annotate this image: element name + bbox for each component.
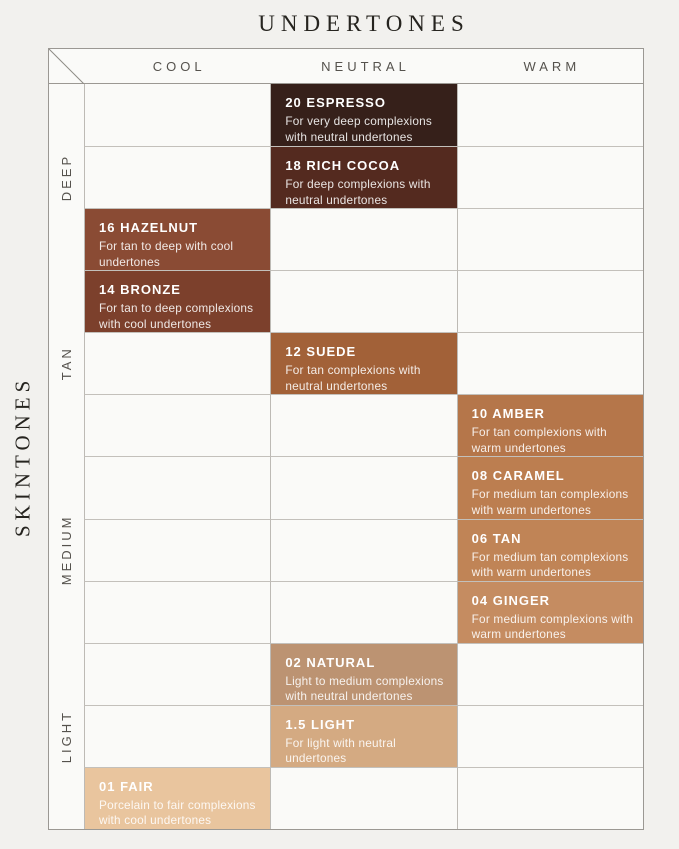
shade-name: 1.5 LIGHT xyxy=(285,716,356,732)
empty-cell xyxy=(457,767,643,829)
shade-cell-20-espresso xyxy=(270,84,456,146)
shade-cell-08-caramel xyxy=(457,456,643,518)
empty-cell xyxy=(270,270,456,332)
empty-cell xyxy=(457,705,643,767)
shade-cell-06-tan xyxy=(457,519,643,581)
empty-cell xyxy=(270,456,456,518)
shade-name: 20 ESPRESSO xyxy=(285,95,386,110)
shade-cell-02-natural xyxy=(270,643,456,705)
shade-cell-1-5-light xyxy=(270,705,456,767)
shade-description: For deep complexions with neutral undertones xyxy=(285,177,431,207)
shade-description: For tan to deep with cool undertones xyxy=(99,239,234,269)
matrix-corner-cell xyxy=(49,49,84,84)
shade-description: Light to medium complexions with neutral undertones xyxy=(285,673,444,704)
shade-name: 01 FAIR xyxy=(99,778,154,794)
empty-cell xyxy=(457,270,643,332)
empty-cell xyxy=(457,84,643,146)
shade-cell-12-suede xyxy=(270,332,456,394)
empty-cell xyxy=(457,332,643,394)
empty-cell xyxy=(84,581,270,643)
shade-cell-10-amber xyxy=(457,394,643,456)
shade-cell-14-bronze xyxy=(84,270,270,332)
corner-diagonal-line xyxy=(49,49,84,84)
shade-description: Porcelain to fair complexions with cool undertones xyxy=(99,797,256,828)
empty-cell xyxy=(270,394,456,456)
empty-cell xyxy=(457,146,643,208)
column-header-warm: WARM xyxy=(457,49,643,84)
shade-description: For medium tan complexions with warm undertones xyxy=(471,487,629,518)
column-header-cool: COOL xyxy=(84,49,270,84)
empty-cell xyxy=(84,456,270,518)
shade-name: 04 GINGER xyxy=(471,592,551,608)
shade-description: For very deep complexions with neutral undertones xyxy=(285,114,432,144)
group-label-tan: TAN xyxy=(59,346,74,381)
shade-name: 12 SUEDE xyxy=(285,344,357,360)
empty-cell xyxy=(457,208,643,270)
group-label-light: LIGHT xyxy=(59,709,74,763)
empty-cell xyxy=(270,767,456,829)
undertones-axis-title: UNDERTONES xyxy=(258,11,470,36)
shade-description: For tan complexions with neutral undertones xyxy=(285,363,421,393)
shade-description: For light with neutral undertones xyxy=(285,735,396,766)
shade-name: 18 RICH COCOA xyxy=(285,158,401,174)
empty-cell xyxy=(84,394,270,456)
empty-cell xyxy=(84,332,270,394)
skintones-axis-title: SKINTONES xyxy=(10,375,35,538)
shade-name: 10 AMBER xyxy=(471,406,545,422)
shade-cell-04-ginger xyxy=(457,581,643,643)
empty-cell xyxy=(84,84,270,146)
empty-cell xyxy=(84,643,270,705)
empty-cell xyxy=(84,519,270,581)
empty-cell xyxy=(270,581,456,643)
shade-description: For tan to deep complexions with cool undertones xyxy=(99,301,254,331)
shade-name: 14 BRONZE xyxy=(99,282,181,298)
shade-name: 08 CARAMEL xyxy=(471,468,565,484)
empty-cell xyxy=(84,146,270,208)
shade-cell-18-rich-cocoa xyxy=(270,146,456,208)
shade-cell-01-fair xyxy=(84,767,270,829)
group-label-medium: MEDIUM xyxy=(59,514,74,585)
skintone-group-labels xyxy=(49,84,84,829)
shade-cell-16-hazelnut xyxy=(84,208,270,270)
column-header-neutral: NEUTRAL xyxy=(270,49,456,84)
shade-matrix xyxy=(48,48,644,830)
shade-description: For medium complexions with warm undertones xyxy=(471,611,634,642)
empty-cell xyxy=(457,643,643,705)
empty-cell xyxy=(270,519,456,581)
empty-cell xyxy=(270,208,456,270)
empty-cell xyxy=(84,705,270,767)
shade-name: 02 NATURAL xyxy=(285,654,376,670)
shade-name: 06 TAN xyxy=(471,530,522,546)
shade-description: For medium tan complexions with warm undertones xyxy=(471,549,629,580)
shade-name: 16 HAZELNUT xyxy=(99,220,199,236)
group-label-deep: DEEP xyxy=(59,153,74,201)
shade-description: For tan complexions with warm undertones xyxy=(471,425,607,455)
